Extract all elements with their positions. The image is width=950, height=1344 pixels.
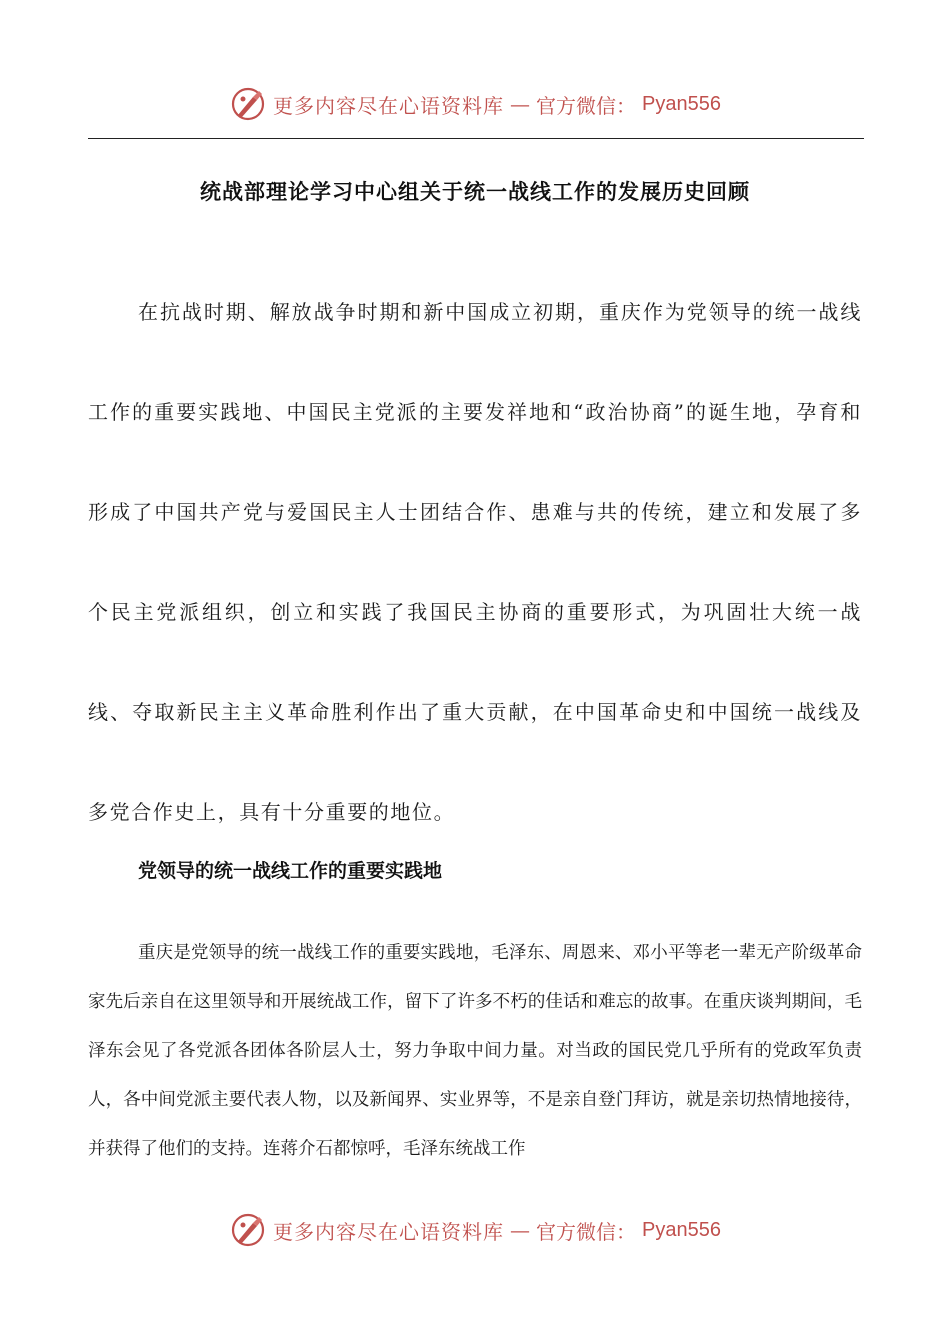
- header-banner: [0, 82, 950, 126]
- document-title: 统战部理论学习中心组关于统一战线工作的发展历史回顾: [200, 180, 750, 204]
- banner-wechat-label: 官方微信：: [536, 93, 637, 118]
- footer-banner: [0, 1208, 950, 1252]
- section-heading: 党领导的统一战线工作的重要实践地: [138, 860, 443, 882]
- section-paragraph: 重庆是党领导的统一战线工作的重要实践地，毛泽东、周恩来、邓小平等老一辈无产阶级革命家先后亲自在这里领导和开展统战工作，留下了许多不朽的佳话和难忘的故事。在重庆谈判期间，毛泽东会见了各党派各团体各阶层人士，努力争取中间力量。对当政的国民党几乎所有的党政军负责人，各中间党派主要代表人物，以及新闻界、实业界等，不是亲自登门拜访，就是亲切热情地接待，并获得了他们的支持。连蒋介石都惊呼，毛泽东统战工作: [88, 943, 862, 1159]
- intro-paragraph: 在抗战时期、解放战争时期和新中国成立初期，重庆作为党领导的统一战线工作的重要实践地、中国民主党派的主要发祥地和“政治协商”的诞生地，孕育和形成了中国共产党与爱国民主人士团结合作、患难与共的传统，建立和发展了多个民主党派组织，创立和实践了我国民主协商的重要形式，为巩固壮大统一战线、夺取新民主主义革命胜利作出了重大贡献，在中国革命史和中国统一战线及多党合作史上，具有十分重要的地位。: [88, 300, 862, 824]
- banner-wechat-id: Pyan556: [642, 92, 721, 115]
- pen-logo-icon: [229, 1211, 267, 1249]
- banner-site-text: 更多内容尽在心语资料库: [273, 93, 505, 118]
- header-divider: [88, 138, 864, 139]
- banner-dash: —: [510, 1218, 531, 1242]
- banner-site-text: 更多内容尽在心语资料库: [273, 1219, 505, 1244]
- banner-wechat-label: 官方微信：: [536, 1219, 637, 1244]
- banner-wechat-id: Pyan556: [642, 1218, 721, 1241]
- pen-logo-icon: [229, 85, 267, 123]
- banner-dash: —: [510, 92, 531, 116]
